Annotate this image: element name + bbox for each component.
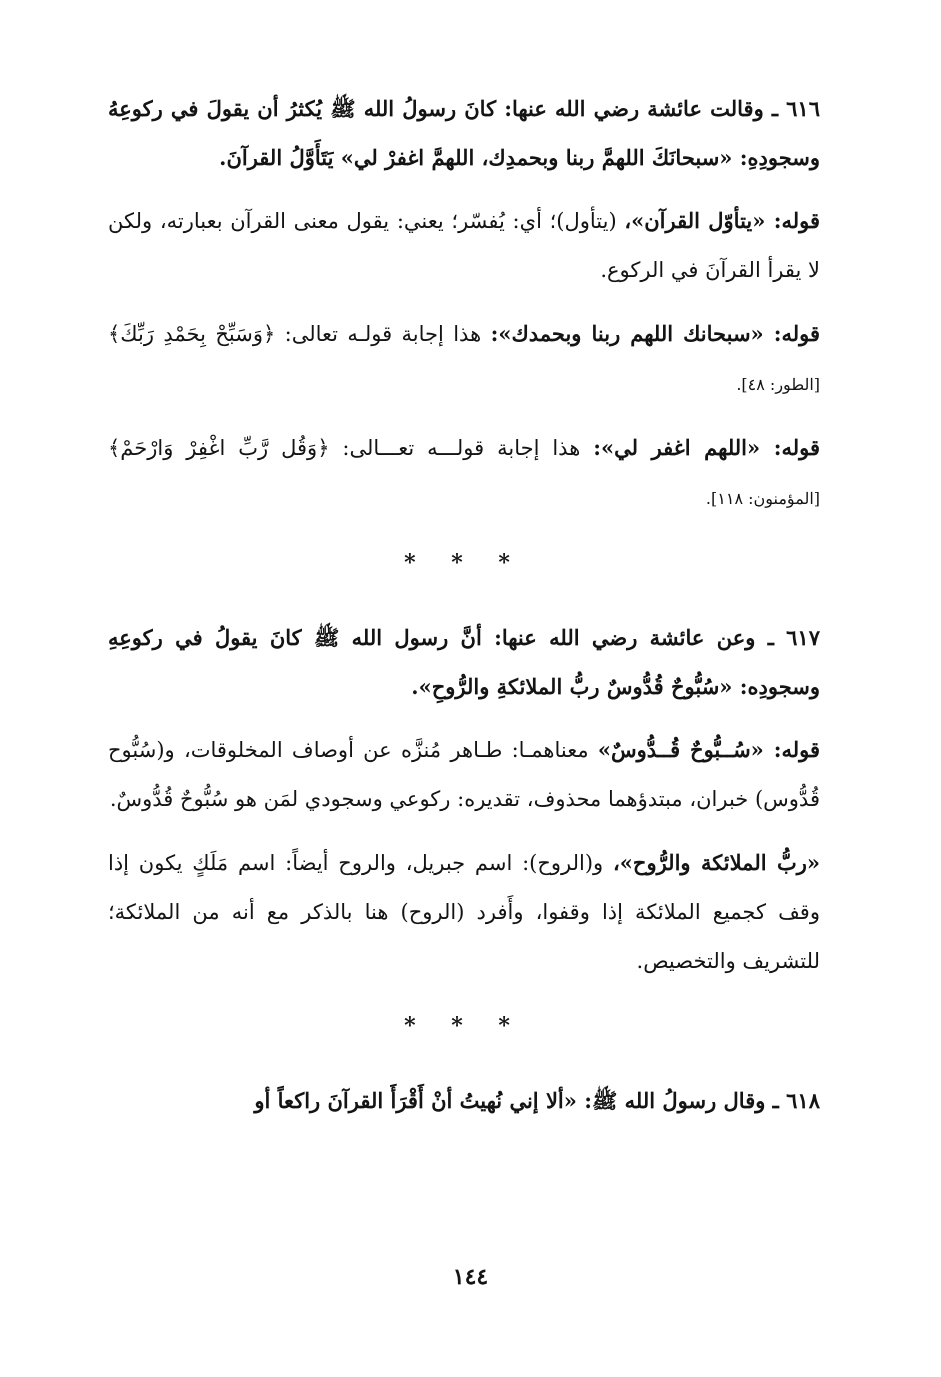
commentary-text: و(الروح): اسم جبريل، والروح أيضاً: اسم مَلَكٍ يكون إذا وقف كجميع الملائكة إذا وقفوا، وأَفرد (الروح) هنا بالذكر مع أنه من الملائكة؛ للتشريف والتخصيص.	[108, 851, 820, 973]
hadith-616: ٦١٦ ـ وقالت عائشة رضي الله عنها: كانَ رسولُ الله ﷺ يُكثرُ أن يقولَ في ركوعِهُ وسجودِهِ: «سبحانَكَ اللهمَّ ربنا وبحمدِك، اللهمَّ اغفرْ لي» يَتَأَوَّلُ القرآنَ.	[108, 96, 820, 170]
commentary-lead: قوله: «سبحانك اللهم ربنا وبحمدك»:	[490, 321, 820, 346]
commentary-text: (يتأول)؛ أي: يُفسّر؛ يعني: يقول معنى القرآن بعبارته، ولكن لا يقرأ القرآنَ في الركوع.	[108, 209, 820, 282]
section-divider: * * *	[404, 1013, 524, 1039]
commentary-ighfir-li	[108, 423, 820, 523]
commentary-lead: «ربُّ الملائكة والرُّوح»،	[612, 850, 821, 875]
hadith-617: ٦١٧ ـ وعن عائشة رضي الله عنها: أنَّ رسول الله ﷺ كانَ يقولُ في ركوعِهِ وسجودِه: «سُبُّوحٌ قُدُّوسٌ ربُّ الملائكةِ والرُّوحِ».	[108, 625, 820, 699]
commentary-text: معناهمـا: طـاهر مُنزَّه عن أوصاف المخلوقات، و(سُبُّوح قُدُّوس) خبران، مبتدؤهما محذوف، تقديره: ركوعي وسجودي لمَن هو سُبُّوحٌ قُدُّوسٌ.	[108, 738, 820, 811]
hadith-618: ٦١٨ ـ وقال رسولُ الله ﷺ: «ألا إني نُهيتُ أنْ أَقْرَأَ القرآنَ راكعاً أو	[254, 1088, 820, 1113]
quran-reference: [المؤمنون: ١١٨].	[705, 489, 820, 508]
commentary-text: هذا إجابة قولـه تعالى: ﴿وَسَبِّحْ بِحَمْدِ رَبِّكَ﴾	[108, 322, 491, 346]
commentary-lead: قوله: «اللهم اغفر لي»:	[593, 435, 820, 460]
quran-reference: [الطور: ٤٨].	[736, 375, 820, 394]
page-number: ١٤٤	[452, 1264, 489, 1290]
commentary-lead: قوله: «يتأوّل القرآن»،	[624, 208, 821, 233]
commentary-yata-awwal	[108, 196, 820, 295]
commentary-lead: قوله: «سُــبُّوحٌ قُــدُّوسٌ»	[597, 737, 820, 762]
page-body	[108, 84, 820, 1139]
commentary-subbuh-quddus	[108, 725, 820, 824]
commentary-rabb-al-malaika	[108, 838, 820, 986]
section-divider: * * *	[404, 550, 524, 576]
commentary-subhanak	[108, 309, 820, 409]
commentary-text: هذا إجابة قولـــه تعـــالى: ﴿وَقُل رَّبِّ اغْفِرْ وَارْحَمْ﴾	[108, 436, 594, 460]
